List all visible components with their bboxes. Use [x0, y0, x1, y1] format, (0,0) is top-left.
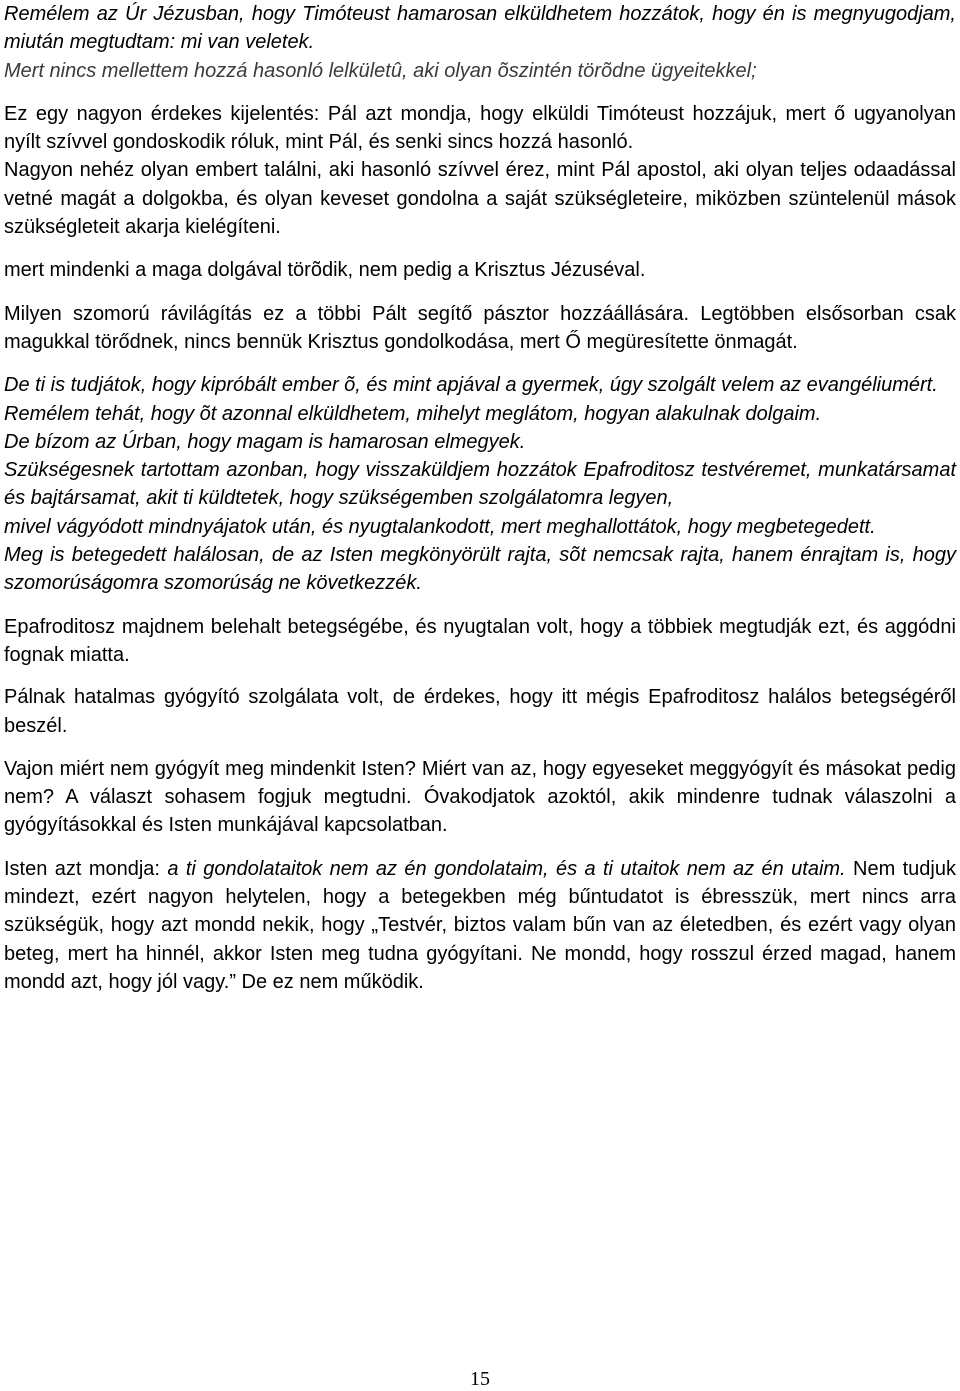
paragraph-scripture-9: Meg is betegedett halálosan, de az Isten megkönyörült rajta, sõt nemcsak rajta, hanem énrajtam is, hogy szomorúságomra szomorúság ne következzék. — [4, 544, 956, 595]
paragraph-scripture-5: Remélem tehát, hogy õt azonnal elküldhetem, mihelyt meglátom, hogyan alakulnak dolgaim. — [4, 402, 822, 425]
paragraph-scripture-2: Mert nincs mellettem hozzá hasonló lelkületû, aki olyan õszintén törõdne ügyeitekkel; — [4, 59, 757, 82]
scripture-quote: a ti gondolataitok nem az én gondolataim, és a ti utaitok nem az én utaim. — [167, 857, 846, 880]
paragraph-commentary-4: Epafroditosz majdnem belehalt betegségébe, és nyugtalan volt, hogy a többiek megtudják ezt, és aggódni fognak miatta. — [4, 615, 956, 666]
paragraph-commentary-5: Pálnak hatalmas gyógyító szolgálata volt, de érdekes, hogy itt mégis Epafroditosz halálos betegségéről beszél. — [4, 686, 956, 737]
paragraph-commentary-7 — [4, 855, 956, 996]
paragraph-scripture-6: De bízom az Úrban, hogy magam is hamarosan elmegyek. — [4, 430, 526, 453]
paragraph-scripture-8: mivel vágyódott mindnyájatok után, és nyugtalankodott, mert meghallottátok, hogy megbetegedett. — [4, 515, 876, 538]
paragraph-scripture-4: De ti is tudjátok, hogy kipróbált ember õ, és mint apjával a gyermek, úgy szolgált velem az evangéliumért. — [4, 374, 938, 397]
paragraph-scripture-1: Remélem az Úr Jézusban, hogy Timóteust hamarosan elküldhetem hozzátok, hogy én is megnyugodjam, miután megtudtam: mi van veletek. — [4, 3, 956, 54]
paragraph-lead-text: Isten azt mondja: — [4, 857, 168, 880]
page-number: 15 — [470, 1368, 490, 1390]
paragraph-scripture-7: Szükségesnek tartottam azonban, hogy visszaküldjem hozzátok Epafroditosz testvéremet, munkatársamat és bajtársamat, akit ti küldtetek, hogy szükségemben szolgálatomra legyen, — [4, 459, 956, 510]
paragraph-commentary-1: Ez egy nagyon érdekes kijelentés: Pál azt mondja, hogy elküldi Timóteust hozzájuk, mert ő ugyanolyan nyílt szívvel gondoskodik róluk, mint Pál, és senki sincs hozzá hasonló. — [4, 102, 956, 154]
paragraph-commentary-6: Vajon miért nem gyógyít meg mindenkit Isten? Miért van az, hogy egyeseket meggyógyít és másokat pedig nem? A választ sohasem fogjuk megtudni. Óvakodjatok azoktól, akik mindenre tudnak válaszolni a gyógyításokkal és Isten munkájával kapcsolatban. — [4, 757, 956, 837]
paragraph-rest-text: Nem tudjuk mindezt, ezért nagyon helytelen, hogy a betegekben még bűntudatot is ébresszük, mert nincs arra szükségük, hogy azt mondd nekik, hogy „Testvér, biztos valam bűn van az életedben, és ezért vagy olyan beteg, mert ha hinnél, akkor Isten meg tudna gyógyítani. Ne mondd, hogy rosszul érzed magad, hanem mondd azt, hogy jól vagy.” De ez nem működik. — [4, 857, 956, 993]
document-page — [4, 0, 956, 996]
paragraph-commentary-2: Nagyon nehéz olyan embert találni, aki hasonló szívvel érez, mint Pál apostol, aki olyan teljes odaadással vetné magát a dolgokba, és olyan keveset gondolna a saját szükségleteire, miközben szüntelenül mások szükségleteit akarja kielégíteni. — [4, 159, 956, 239]
paragraph-commentary-3: Milyen szomorú rávilágítás ez a többi Pált segítő pásztor hozzáállására. Legtöbben elsősorban csak magukkal törődnek, nincs bennük Krisztus gondolkodása, mert Ő megüresítette önmagát. — [4, 302, 956, 353]
paragraph-scripture-3: mert mindenki a maga dolgával törõdik, nem pedig a Krisztus Jézuséval. — [4, 259, 646, 282]
